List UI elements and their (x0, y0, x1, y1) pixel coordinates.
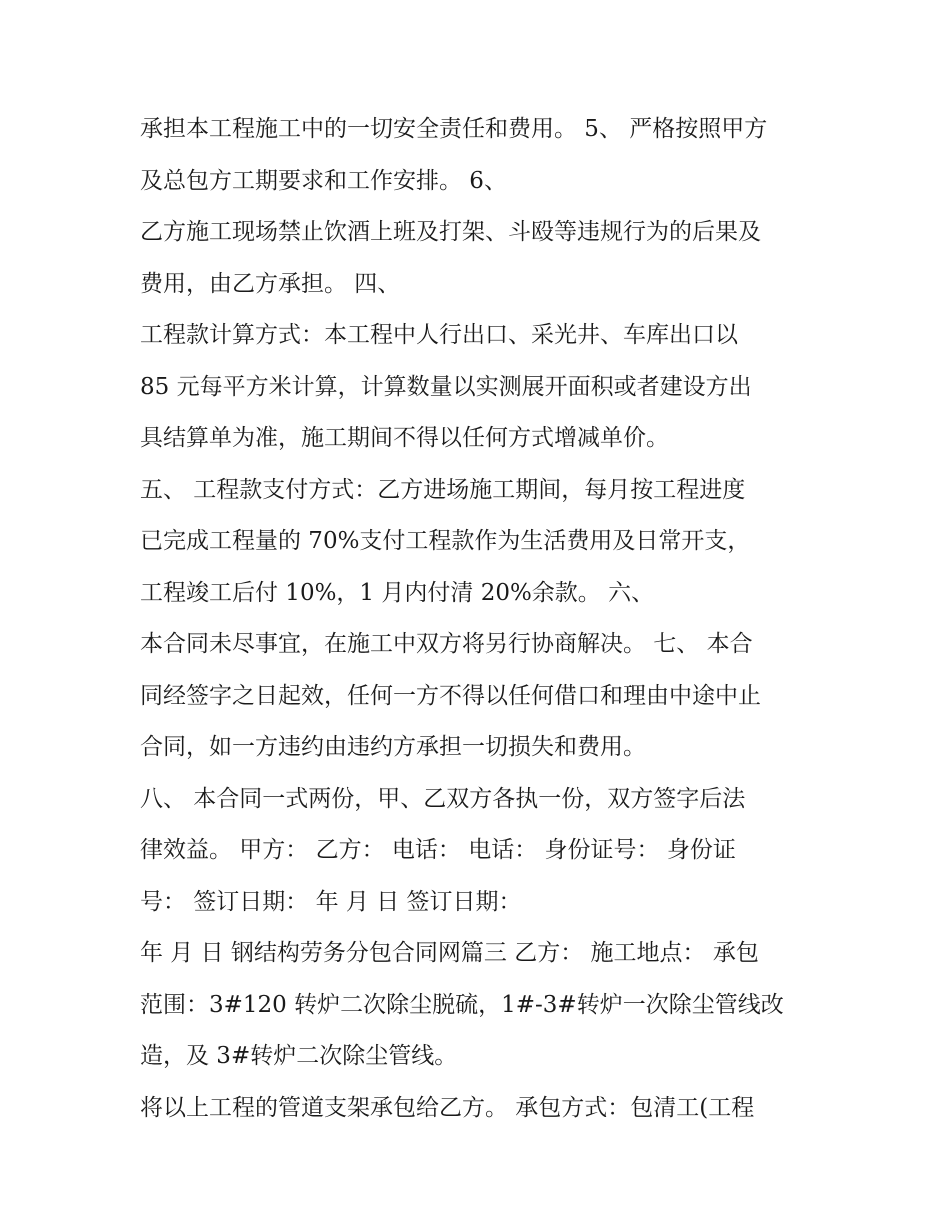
text-line: 工程竣工后付 10%，1 月内付清 20%余款。 六、 (140, 579, 655, 606)
text-line: 年 月 日 钢结构劳务分包合同网篇三 乙方： 施工地点： 承包 (140, 940, 759, 966)
text-line: 同经签字之日起效，任何一方不得以任何借口和理由中途中止 (140, 682, 761, 709)
text-line: 85 元每平方米计算，计算数量以实测展开面积或者建设方出 (140, 373, 752, 400)
text-line: 具结算单为准，施工期间不得以任何方式增减单价。 (140, 425, 669, 451)
text-line: 工程款计算方式：本工程中人行出口、采光井、车库出口以 (140, 322, 738, 348)
text-line: 乙方施工现场禁止饮酒上班及打架、斗殴等违规行为的后果及 (140, 219, 761, 245)
text-line: 承担本工程施工中的一切安全责任和费用。 5、 严格按照甲方 (140, 116, 768, 142)
text-line: 将以上工程的管道支架承包给乙方。 承包方式：包清工(工程 (140, 1094, 755, 1121)
text-line: 及总包方工期要求和工作安排。 6、 (140, 167, 507, 194)
text-line: 五、 工程款支付方式：乙方进场施工期间，每月按工程进度 (140, 476, 746, 503)
text-line: 已完成工程量的 70%支付工程款作为生活费用及日常开支， (140, 528, 751, 554)
text-line: 费用，由乙方承担。 四、 (140, 270, 401, 297)
text-line: 本合同未尽事宜，在施工中双方将另行协商解决。 七、 本合 (140, 631, 753, 657)
document-body (140, 104, 820, 1134)
text-line: 合同，如一方违约由违约方承担一切损失和费用。 (140, 734, 646, 760)
text-line: 律效益。 甲方： 乙方： 电话： 电话： 身份证号： 身份证 (140, 837, 736, 863)
text-line: 号： 签订日期： 年 月 日 签订日期： (140, 888, 522, 915)
text-line: 范围：3#120 转炉二次除尘脱硫，1#-3#转炉一次除尘管线改 (140, 991, 784, 1018)
text-line: 八、 本合同一式两份，甲、乙双方各执一份，双方签字后法 (140, 785, 746, 812)
text-line: 造，及 3#转炉二次除尘管线。 (140, 1043, 458, 1069)
